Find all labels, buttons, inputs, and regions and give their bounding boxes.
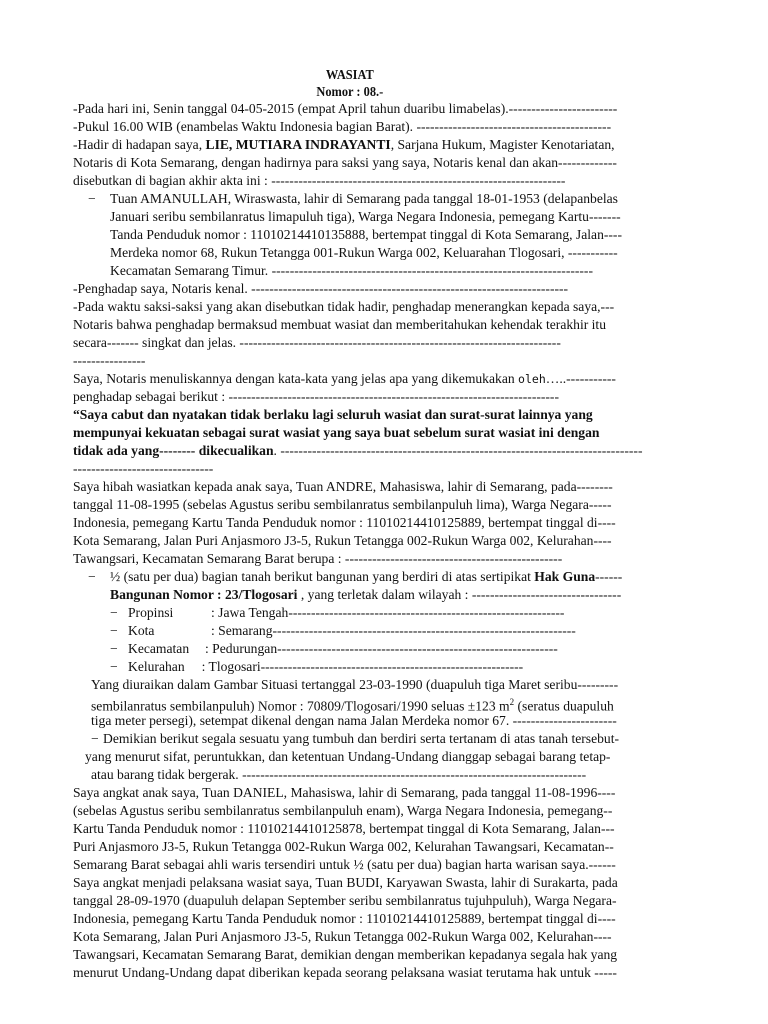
text-line: Tuan AMANULLAH, Wiraswasta, lahir di Semarang pada tanggal 18-01-1953 (delapanbelas [110,191,618,206]
text-line: Saya, Notaris menuliskannya dengan kata-kata yang jelas apa yang dikemukakan oleh…..----------- [73,371,616,386]
text-line: disebutkan di bagian akhir akta ini : ----------------------------------------------------------------- [73,173,566,188]
region-value: : Pedurungan-------------------------------------------------------------- [205,641,558,656]
text-line: Kota Semarang, Jalan Puri Anjasmoro J3-5, Rukun Tetangga 002-Rukun Warga 002, Kelurahan---- [73,929,612,944]
text-line: Tawangsari, Kecamatan Semarang Barat berupa : ------------------------------------------------ [73,551,563,566]
text-line: sembilanratus sembilanpuluh) Nomor : 70809/Tlogosari/1990 seluas ±123 $m^2$ (seratus duapuluh [91,697,614,714]
text-line: tidak ada yang-------- dikecualikan. -------------------------------------------------------------------------------- [73,443,643,458]
region-value: : Semarang------------------------------------------------------------------- [211,623,576,638]
document-number: Nomor : 08.- [316,84,384,99]
bullet-dash: − [110,641,118,656]
text-line: Saya angkat anak saya, Tuan DANIEL, Mahasiswa, lahir di Semarang, pada tanggal 11-08-1996---- [73,785,616,800]
notary-name: LIE, MUTIARA INDRAYANTI [205,137,391,152]
text-line: Notaris di Kota Semarang, dengan hadirnya para saksi yang saya, Notaris kenal dan akan------------- [73,155,617,170]
text-line: -Pukul 16.00 WIB (enambelas Waktu Indonesia bagian Barat). ------------------------------------------- [73,119,612,134]
text-line: -Pada hari ini, Senin tanggal 04-05-2015 (empat April tahun duaribu limabelas).------------------------ [73,101,618,116]
region-key: Kota [128,623,155,638]
text-line: yang menurut sifat, peruntukkan, dan ketentuan Undang-Undang dianggap sebagai barang tetap- [85,749,611,764]
text-line: -Hadir di hadapan saya, LIE, MUTIARA INDRAYANTI, Sarjana Hukum, Magister Kenotariatan, [73,137,615,152]
bold-text-line: “Saya cabut dan nyatakan tidak berlaku lagi seluruh wasiat dan surat-surat lainnya yang [73,407,593,422]
region-key: Propinsi [128,605,174,620]
document-title: WASIAT [325,67,374,82]
text-line: tiga meter persegi), setempat dikenal dengan nama Jalan Merdeka nomor 67. ----------------------- [91,713,617,728]
text-line: secara------- singkat dan jelas. ----------------------------------------------------------------------- [73,335,561,350]
text-line: Indonesia, pemegang Kartu Tanda Penduduk nomor : 11010214410125889, bertempat tinggal di---- [73,911,616,926]
text-line: -Penghadap saya, Notaris kenal. ---------------------------------------------------------------------- [73,281,569,296]
text-line: Tawangsari, Kecamatan Semarang Barat, demikian dengan memberikan kepadanya segala hak yang [73,947,618,962]
text-line: ------------------------------- [73,461,214,476]
bullet-dash: − [110,659,118,674]
text-line: Bangunan Nomor : 23/Tlogosari , yang terletak dalam wilayah : --------------------------------- [110,587,622,602]
text-line: Puri Anjasmoro J3-5, Rukun Tetangga 002-Rukun Warga 002, Kelurahan Tawangsari, Kecamatan-- [73,839,614,854]
region-value: : Jawa Tengah------------------------------------------------------------- [211,605,565,620]
text-line: Kecamatan Semarang Timur. ----------------------------------------------------------------------- [110,263,593,278]
bullet-dash: − [110,623,118,638]
text-line: Kelurahan : Tlogosari---------------------------------------------------------- [128,659,524,674]
bullet-dash: − [110,605,118,620]
text-line: atau barang tidak bergerak. ---------------------------------------------------------------------------- [91,767,587,782]
text-line: ½ (satu per dua) bagian tanah berikut bangunan yang berdiri di atas sertipikat Hak Guna------ [110,569,623,584]
text-line: Saya hibah wasiatkan kepada anak saya, Tuan ANDRE, Mahasiswa, lahir di Semarang, pada-------- [73,479,613,494]
text-line: Merdeka nomor 68, Rukun Tetangga 001-Rukun Warga 002, Keluarahan Tlogosari, ----------- [110,245,618,260]
bold-text-line: mempunyai kekuatan sebagai surat wasiat yang saya buat sebelum surat wasiat ini dengan [73,425,600,440]
text-line: ---------------- [73,353,146,368]
text-line: Semarang Barat sebagai ahli waris tersendiri untuk ½ (satu per dua) bagian harta warisan saya.------ [73,857,616,872]
region-key: Kecamatan [128,641,190,656]
text-line: -Pada waktu saksi-saksi yang akan disebutkan tidak hadir, penghadap menerangkan kepada saya,--- [73,299,615,314]
text-line: penghadap sebagai berikut : ------------------------------------------------------------------------- [73,389,559,404]
bullet-dash: − [91,731,99,746]
text-line: Kota Semarang, Jalan Puri Anjasmoro J3-5, Rukun Tetangga 002-Rukun Warga 002, Kelurahan---- [73,533,612,548]
text-line: Saya angkat menjadi pelaksana wasiat saya, Tuan BUDI, Karyawan Swasta, lahir di Surakarta, pada [73,875,618,890]
text-line: Indonesia, pemegang Kartu Tanda Penduduk nomor : 11010214410125889, bertempat tinggal di---- [73,515,616,530]
text-line: tanggal 28-09-1970 (duapuluh delapan September seribu sembilanratus tujuhpuluh), Warga Negara- [73,893,617,908]
text-line: Demikian berikut segala sesuatu yang tumbuh dan berdiri serta tertanam di atas tanah tersebut- [103,731,620,746]
text-line: Tanda Penduduk nomor : 11010214410135888, bertempat tinggal di Kota Semarang, Jalan---- [110,227,622,242]
text-line: Yang diuraikan dalam Gambar Situasi tertanggal 23-03-1990 (duapuluh tiga Maret seribu--------- [91,677,619,692]
text-line: Januari seribu sembilanratus limapuluh tiga), Warga Negara Indonesia, pemegang Kartu------- [110,209,621,224]
text-line: tanggal 11-08-1995 (sebelas Agustus seribu sembilanratus sembilanpuluh lima), Warga Negara----- [73,497,612,512]
text-line: Notaris bahwa penghadap bermaksud membuat wasiat dan memberitahukan kehendak terakhir itu [73,317,606,332]
bullet-dash: − [88,569,96,584]
bullet-dash: − [88,191,96,206]
text-line: Kartu Tanda Penduduk nomor : 11010214410125878, bertempat tinggal di Kota Semarang, Jalan--- [73,821,615,836]
text-line: (sebelas Agustus seribu sembilanratus sembilanpuluh enam), Warga Negara Indonesia, pemegang-- [73,803,613,818]
text-line: menurut Undang-Undang dapat diberikan kepada seorang pelaksana wasiat terutama hak untuk ----- [73,965,617,980]
